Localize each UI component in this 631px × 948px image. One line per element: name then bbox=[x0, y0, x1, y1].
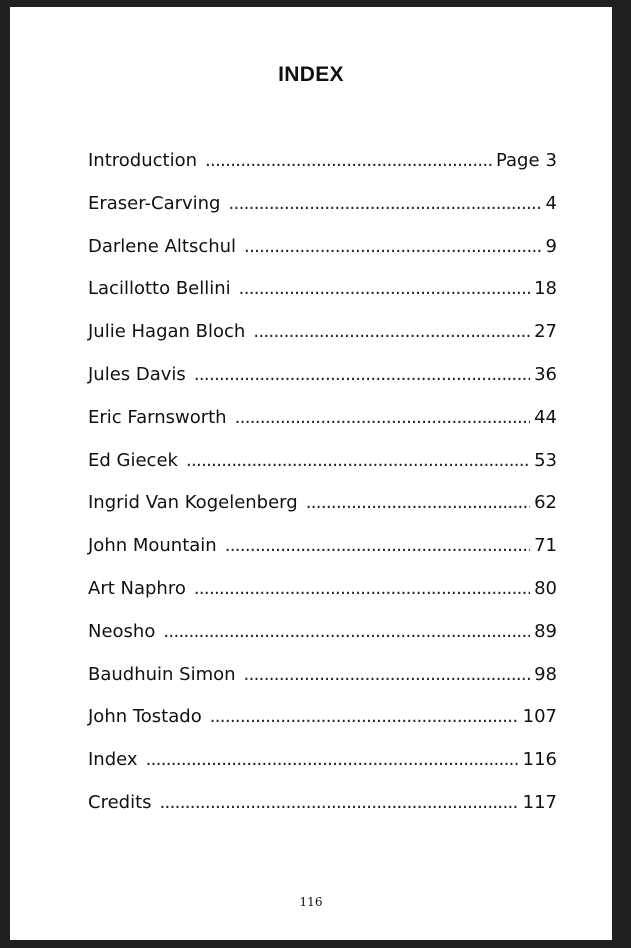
index-list bbox=[88, 150, 557, 835]
dot-leader bbox=[253, 321, 530, 342]
entry-page-number: 71 bbox=[534, 535, 557, 557]
page-title: INDEX bbox=[278, 63, 344, 86]
entry-label: John Tostado bbox=[88, 706, 202, 728]
index-entry bbox=[88, 236, 557, 279]
index-entry bbox=[88, 578, 557, 621]
dot-leader bbox=[186, 450, 530, 471]
entry-page-number: 36 bbox=[534, 363, 557, 385]
entry-label: Eraser-Carving bbox=[88, 192, 221, 214]
entry-page-number: 116 bbox=[522, 749, 557, 771]
dot-leader bbox=[235, 407, 530, 428]
entry-page-number: 53 bbox=[534, 449, 557, 471]
entry-page-number: 4 bbox=[545, 192, 557, 214]
entry-label: Introduction bbox=[88, 150, 198, 171]
entry-page-number: 9 bbox=[545, 235, 557, 257]
entry-label: Eric Farnsworth bbox=[88, 406, 227, 428]
index-entry bbox=[88, 150, 557, 193]
entry-label: Ingrid Van Kogelenberg bbox=[88, 492, 298, 514]
entry-label: Ed Giecek bbox=[88, 449, 178, 471]
document-page bbox=[10, 7, 612, 940]
entry-page-number: 62 bbox=[534, 492, 557, 514]
dot-leader bbox=[244, 236, 542, 257]
index-entry bbox=[88, 535, 557, 578]
index-entry bbox=[88, 321, 557, 364]
dot-leader bbox=[229, 193, 542, 214]
index-entry bbox=[88, 706, 557, 749]
entry-label: Jules Davis bbox=[88, 363, 186, 385]
entry-label: Credits bbox=[88, 791, 152, 813]
entry-page-number: 117 bbox=[522, 791, 557, 813]
dot-leader bbox=[163, 621, 530, 642]
entry-label: Baudhuin Simon bbox=[88, 663, 236, 685]
entry-label: Darlene Altschul bbox=[88, 235, 237, 257]
index-entry bbox=[88, 407, 557, 450]
dot-leader bbox=[210, 706, 519, 727]
entry-page-number: 98 bbox=[534, 663, 557, 685]
entry-page-number: 80 bbox=[534, 577, 557, 599]
entry-label: Julie Hagan Bloch bbox=[88, 321, 246, 343]
index-entry bbox=[88, 792, 557, 835]
entry-page-number: 89 bbox=[534, 620, 557, 642]
page-number-footer: 116 bbox=[299, 895, 323, 909]
index-entry bbox=[88, 749, 557, 792]
dot-leader bbox=[239, 278, 530, 299]
entry-page-number: 27 bbox=[534, 321, 557, 343]
entry-label: Index bbox=[88, 749, 138, 771]
dot-leader bbox=[205, 150, 492, 171]
page-prefix: Page bbox=[495, 150, 540, 171]
dot-leader bbox=[244, 664, 531, 685]
entry-page-number: 44 bbox=[534, 406, 557, 428]
entry-label: John Mountain bbox=[88, 535, 217, 557]
index-entry bbox=[88, 364, 557, 407]
dot-leader bbox=[146, 749, 519, 770]
dot-leader bbox=[306, 492, 530, 513]
entry-page-number: 18 bbox=[534, 278, 557, 300]
entry-page-number: 3 bbox=[545, 150, 557, 171]
dot-leader bbox=[194, 364, 530, 385]
dot-leader bbox=[225, 535, 530, 556]
index-entry bbox=[88, 492, 557, 535]
entry-label: Neosho bbox=[88, 620, 156, 642]
entry-label: Lacillotto Bellini bbox=[88, 278, 231, 300]
index-entry bbox=[88, 193, 557, 236]
index-entry bbox=[88, 664, 557, 707]
entry-label: Art Naphro bbox=[88, 577, 186, 599]
index-entry bbox=[88, 621, 557, 664]
index-entry bbox=[88, 450, 557, 493]
dot-leader bbox=[160, 792, 519, 813]
dot-leader bbox=[194, 578, 530, 599]
index-entry bbox=[88, 278, 557, 321]
entry-page-number: 107 bbox=[522, 706, 557, 728]
